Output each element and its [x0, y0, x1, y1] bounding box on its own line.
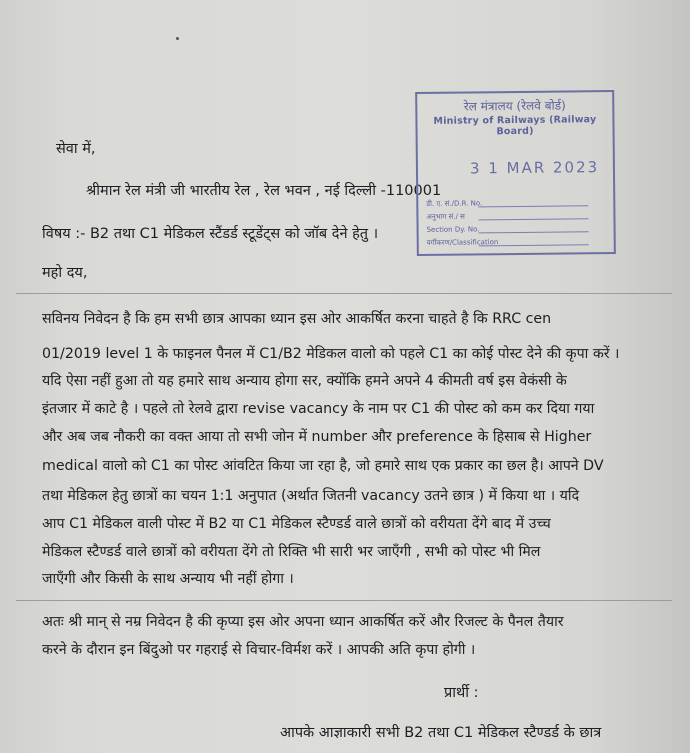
body-line: और अब जब नौकरी का वक्त आया तो सभी जोन में number और preference के हिसाब से Higher — [42, 429, 592, 445]
stamp-field: डी. ए. सं./D.R. No. — [426, 199, 482, 209]
body-line: यदि ऐसा नहीं हुआ तो यह हमारे साथ अन्याय होगा सर, क्योंकि हमने अपने 4 कीमती वर्ष इस वेकंसी के — [42, 373, 567, 389]
body-line: आप C1 मेडिकल वाली पोस्ट में B2 या C1 मेडिकल स्टैण्डर्ड वाले छात्रों को वरीयता देंगे बाद में उच्च — [42, 516, 551, 532]
body-line: सविनय निवेदन है कि हम सभी छात्र आपका ध्यान इस ओर आकर्षित करना चाहते है कि RRC cen — [42, 311, 552, 327]
body-line: 01/2019 level 1 के फाइनल पैनल में C1/B2 मेडिकल वालो को पहले C1 का कोई पोस्ट देने की कृपा करें । — [42, 346, 620, 362]
body-line: medical वालो को C1 का पोस्ट आंवटित किया जा रहा है, जो हमारे साथ एक प्रकार का छल है। आपने DV — [42, 458, 604, 474]
signoff: प्रार्थी : — [444, 685, 479, 701]
closing-line: करने के दौरान इन बिंदुओ पर गहराई से विचार-विर्मश करें । आपकी अति कृपा होगी । — [42, 642, 476, 658]
subject-line: विषय :- B2 तथा C1 मेडिकल स्टैंडर्ड स्टूडेंट्स को जॉब देने हेतु । — [42, 226, 379, 242]
stamp-date: 3 1 MAR 2023 — [469, 158, 600, 178]
body-line: तथा मेडिकल हेतु छात्रों का चयन 1:1 अनुपात (अर्थात जितनी vacancy उतने छात्र ) में किया था । यदि — [42, 488, 580, 504]
stamp-hindi-title: रेल मंत्रालय (रेलवे बोर्ड) — [463, 98, 566, 114]
closing-line: अतः श्री मान् से नम्र निवेदन है की कृप्या इस ओर अपना ध्यान आकर्षित करें और रिजल्ट के पैनल तैयार — [42, 614, 564, 630]
divider — [16, 293, 672, 294]
ink-dot — [176, 37, 179, 40]
stamp-field: Section Dy. No. — [427, 225, 480, 234]
ministry-stamp — [415, 90, 616, 256]
greeting: महो दय, — [42, 265, 88, 281]
body-line: इंतजार में काटे है । पहले तो रेलवे द्वारा revise vacancy के नाम पर C1 की पोस्ट को कम कर दिया गया — [42, 401, 595, 417]
salutation-to: सेवा में, — [56, 141, 96, 157]
stamp-english-title: Ministry of Railways (Railway Board) — [433, 114, 597, 138]
addressee-line: श्रीमान रेल मंत्री जी भारतीय रेल , रेल भवन , नई दिल्ली -110001 — [86, 183, 442, 199]
body-line: मेडिकल स्टैण्डर्ड वाले छात्रों को वरीयता देंगे तो रिक्ति भी सारी भर जाएँगी , सभी को पोस्ट भी मिल — [42, 544, 541, 560]
stamp-field: अनुभाग सं./ स — [426, 213, 464, 222]
body-line: जाएँगी और किसी के साथ अन्याय भी नहीं होगा । — [42, 571, 294, 587]
signature-line: आपके आज्ञाकारी सभी B2 तथा C1 मेडिकल स्टैण्डर्ड के छात्र — [280, 725, 602, 741]
stamp-field: वर्गीकरण/Classification — [427, 238, 499, 248]
divider — [16, 600, 672, 601]
